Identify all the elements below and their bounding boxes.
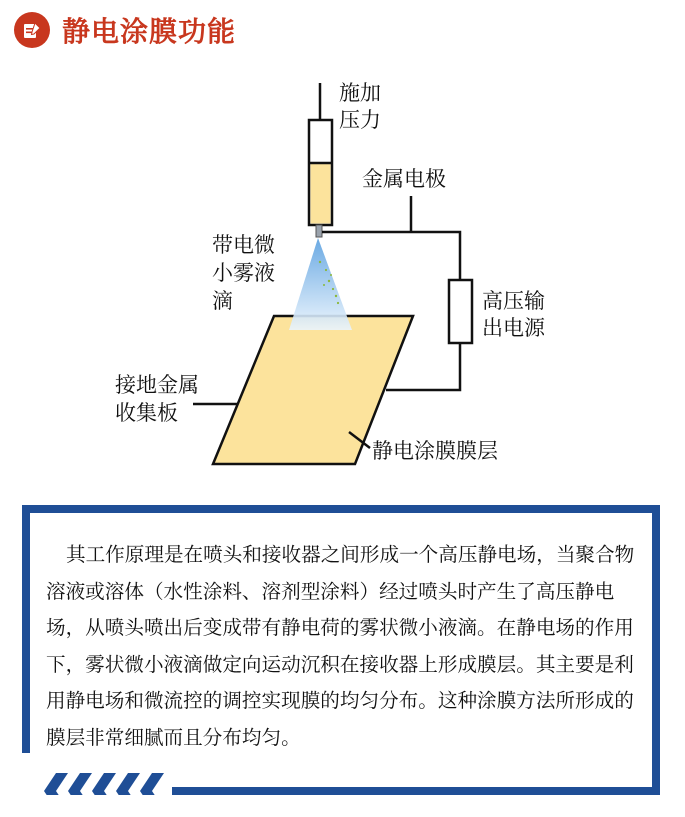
syringe-liquid <box>311 163 331 224</box>
page-title: 静电涂膜功能 <box>62 15 237 48</box>
label-film: 静电涂膜膜层 <box>372 439 498 463</box>
circuit-wire <box>322 232 460 280</box>
description-text: 其工作原理是在喷头和接收器之间形成一个高压静电场，当聚合物溶液或溶体（水性涂料、溶剂型涂料）经过喷头时产生了高压静电场，从喷头喷出后变成带有静电荷的雾状微小液滴。在静电场的作用下，雾状微小液滴做定向运动沉积在接收器上形成膜层。其主要是利用静电场和微流控的调控实现膜的均匀分布。这种涂膜方法所形成的膜层非常细腻而且分布均匀。 <box>46 543 635 749</box>
chevron-left-icon <box>44 773 164 795</box>
label-droplets-2: 小雾液 <box>212 261 275 285</box>
label-power-2: 出电源 <box>482 316 545 340</box>
label-electrode: 金属电极 <box>362 167 446 191</box>
label-power-1: 高压输 <box>482 289 545 313</box>
description-panel <box>22 505 660 795</box>
label-plate-2: 收集板 <box>115 401 178 425</box>
label-droplets-3: 滴 <box>212 289 233 313</box>
label-droplets-1: 带电微 <box>212 233 275 257</box>
spray-cone <box>289 238 352 330</box>
power-supply <box>449 280 472 343</box>
label-plate-1: 接地金属 <box>115 373 199 397</box>
syringe-needle <box>316 225 322 237</box>
label-pressure-1: 施加 <box>339 81 381 105</box>
label-pressure-2: 压力 <box>339 108 381 132</box>
